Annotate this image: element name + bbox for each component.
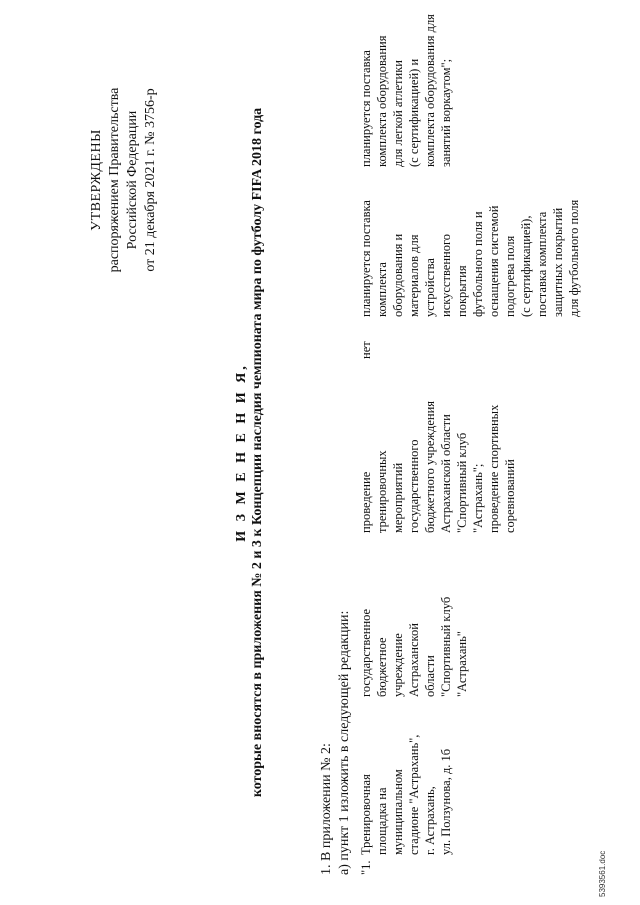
cell-line: Астраханской области xyxy=(439,414,453,533)
cell-line: ул. Ползунова, д. 1б xyxy=(439,748,453,855)
paragraph-2: а) пункт 1 изложить в следующей редакции: xyxy=(337,610,352,875)
cell-line: планируется поставка xyxy=(359,200,373,317)
cell-line: комплекта оборудования xyxy=(375,35,389,167)
cell-line: г. Астрахань, xyxy=(423,786,437,855)
cell-line: учреждение xyxy=(391,633,405,697)
cell-line: проведение xyxy=(359,471,373,533)
approval-line: распоряжением Правительства xyxy=(107,87,122,273)
cell-line: соревнований xyxy=(503,459,517,533)
cell-line: мероприятий xyxy=(391,462,405,533)
cell-line: "Спортивный клуб xyxy=(455,432,469,533)
cell-line: государственное xyxy=(359,608,373,697)
cell-line: (с сертификацией), xyxy=(519,215,533,317)
cell-line: материалов для xyxy=(407,234,421,317)
cell-line: "Астрахань"; xyxy=(471,463,485,533)
cell-line: устройства xyxy=(423,258,437,317)
cell-owner xyxy=(358,597,470,697)
row-number: "1. xyxy=(359,860,373,875)
cell-line: "Астрахань" xyxy=(455,631,469,697)
cell-line: тренировочных xyxy=(375,450,389,533)
cell-equipment-extra xyxy=(358,14,454,167)
cell-line: Астраханской xyxy=(407,623,421,697)
cell-line: бюджетное xyxy=(375,637,389,697)
cell-line: бюджетного учреждения xyxy=(423,400,437,533)
cell-line: занятий воркаутом"; xyxy=(439,58,453,167)
cell-line: площадка на xyxy=(375,787,389,855)
cell-line: для футбольного поля xyxy=(567,199,581,317)
cell-line: планируется поставка xyxy=(359,50,373,167)
cell-line: футбольного поля и xyxy=(471,211,485,317)
cell-line: искусственного xyxy=(439,233,453,317)
cell-line: проведение спортивных xyxy=(487,404,501,533)
cell-line: покрытия xyxy=(455,265,469,317)
cell-equipment xyxy=(358,200,582,317)
cell-object xyxy=(358,735,454,855)
cell-line: Тренировочная xyxy=(359,774,373,855)
file-reference: 5393561.doc xyxy=(598,850,607,897)
cell-line: (с сертификацией) и xyxy=(407,58,421,167)
cell-line: для легкой атлетики xyxy=(391,60,405,167)
document-subtitle: которые вносятся в приложения № 2 и 3 к Концепции наследия чемпионата мира по футболу FIFA 2018 года xyxy=(250,107,265,798)
cell-line: муниципальном xyxy=(391,769,405,855)
cell-line: защитных покрытий xyxy=(551,207,565,317)
approval-label: УТВЕРЖДЕНЫ xyxy=(89,129,104,231)
cell-flag: нет xyxy=(359,341,373,359)
cell-line: комплекта xyxy=(375,262,389,317)
document-heading: И З М Е Н Е Н И Я, xyxy=(234,363,249,542)
cell-line: стадионе "Астрахань", xyxy=(407,734,421,855)
approval-line: от 21 декабря 2021 г. № 3756-р xyxy=(143,88,158,272)
cell-line: оборудования и xyxy=(391,233,405,317)
approval-block xyxy=(88,20,160,340)
cell-line: "Спортивный клуб xyxy=(439,596,453,697)
paragraph-1: 1. В приложении № 2: xyxy=(319,743,334,875)
cell-line: государственного xyxy=(407,439,421,533)
cell-line: комплекта оборудования для xyxy=(423,14,437,167)
cell-line: поставка комплекта xyxy=(535,211,549,317)
cell-line: оснащения системой xyxy=(487,205,501,317)
cell-line: области xyxy=(423,655,437,697)
cell-usage xyxy=(358,401,518,533)
cell-line: подогрева поля xyxy=(503,235,517,317)
approval-line: Российской Федерации xyxy=(125,110,140,250)
